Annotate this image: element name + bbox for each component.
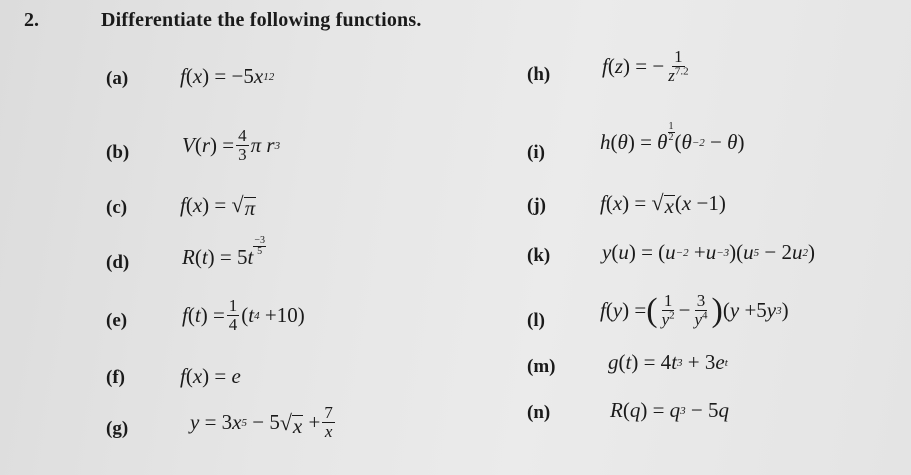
- function-g: y = 3 x 5 − 5 √ x + $\frac{7}{x}$: [190, 403, 333, 441]
- item-label-k: (k): [527, 245, 551, 266]
- function-n: R ( q ) = q 3 − 5 q: [610, 398, 730, 422]
- item-label-b: (b): [106, 142, 130, 163]
- item-label-i: (i): [527, 142, 545, 163]
- item-label-d: (d): [106, 252, 130, 273]
- item-label-g: (g): [106, 418, 129, 439]
- item-label-f: (f): [106, 367, 125, 388]
- function-m: g ( t ) = 4 t 3 + 3 e t: [608, 350, 728, 374]
- item-label-h: (h): [527, 64, 551, 85]
- function-i: h ( θ ) = θ $\frac{1}{2}$ ( θ −2 − θ ): [600, 121, 745, 154]
- function-c: f ( x ) = √ π: [180, 192, 256, 220]
- question-number: 2.: [24, 9, 39, 31]
- function-k: y ( u ) = ( u −2 + u −3 )( u 5 − 2 u 2 ): [602, 240, 815, 264]
- function-h: f ( z ) = − $\frac{1}{z^{7.2}}$: [602, 47, 689, 85]
- item-label-l: (l): [527, 310, 545, 331]
- item-label-j: (j): [527, 195, 546, 216]
- function-j: f ( x ) = √ x ( x −1): [600, 190, 726, 218]
- item-label-n: (n): [527, 402, 551, 423]
- item-label-c: (c): [106, 197, 128, 218]
- function-f: f ( x ) = e: [180, 364, 241, 388]
- item-label-a: (a): [106, 68, 129, 89]
- question-title: Differentiate the following functions.: [101, 9, 422, 31]
- function-d: R ( t ) = 5 t −3 5: [182, 235, 265, 269]
- function-b: V ( r ) = $\frac{4}{3}$ π r 3: [182, 126, 281, 164]
- function-e: f ( t ) = $\frac{1}{4}$ ( t 4 +10): [182, 296, 305, 334]
- item-label-m: (m): [527, 356, 556, 377]
- function-l: f ( y ) = ( $\frac{1}{y^2}$ − $\frac{3}{y^4}$ ) ( y +5 y 3 ): [600, 291, 789, 329]
- function-a: f ( x ) = −5 x 12: [180, 64, 275, 88]
- item-label-e: (e): [106, 310, 128, 331]
